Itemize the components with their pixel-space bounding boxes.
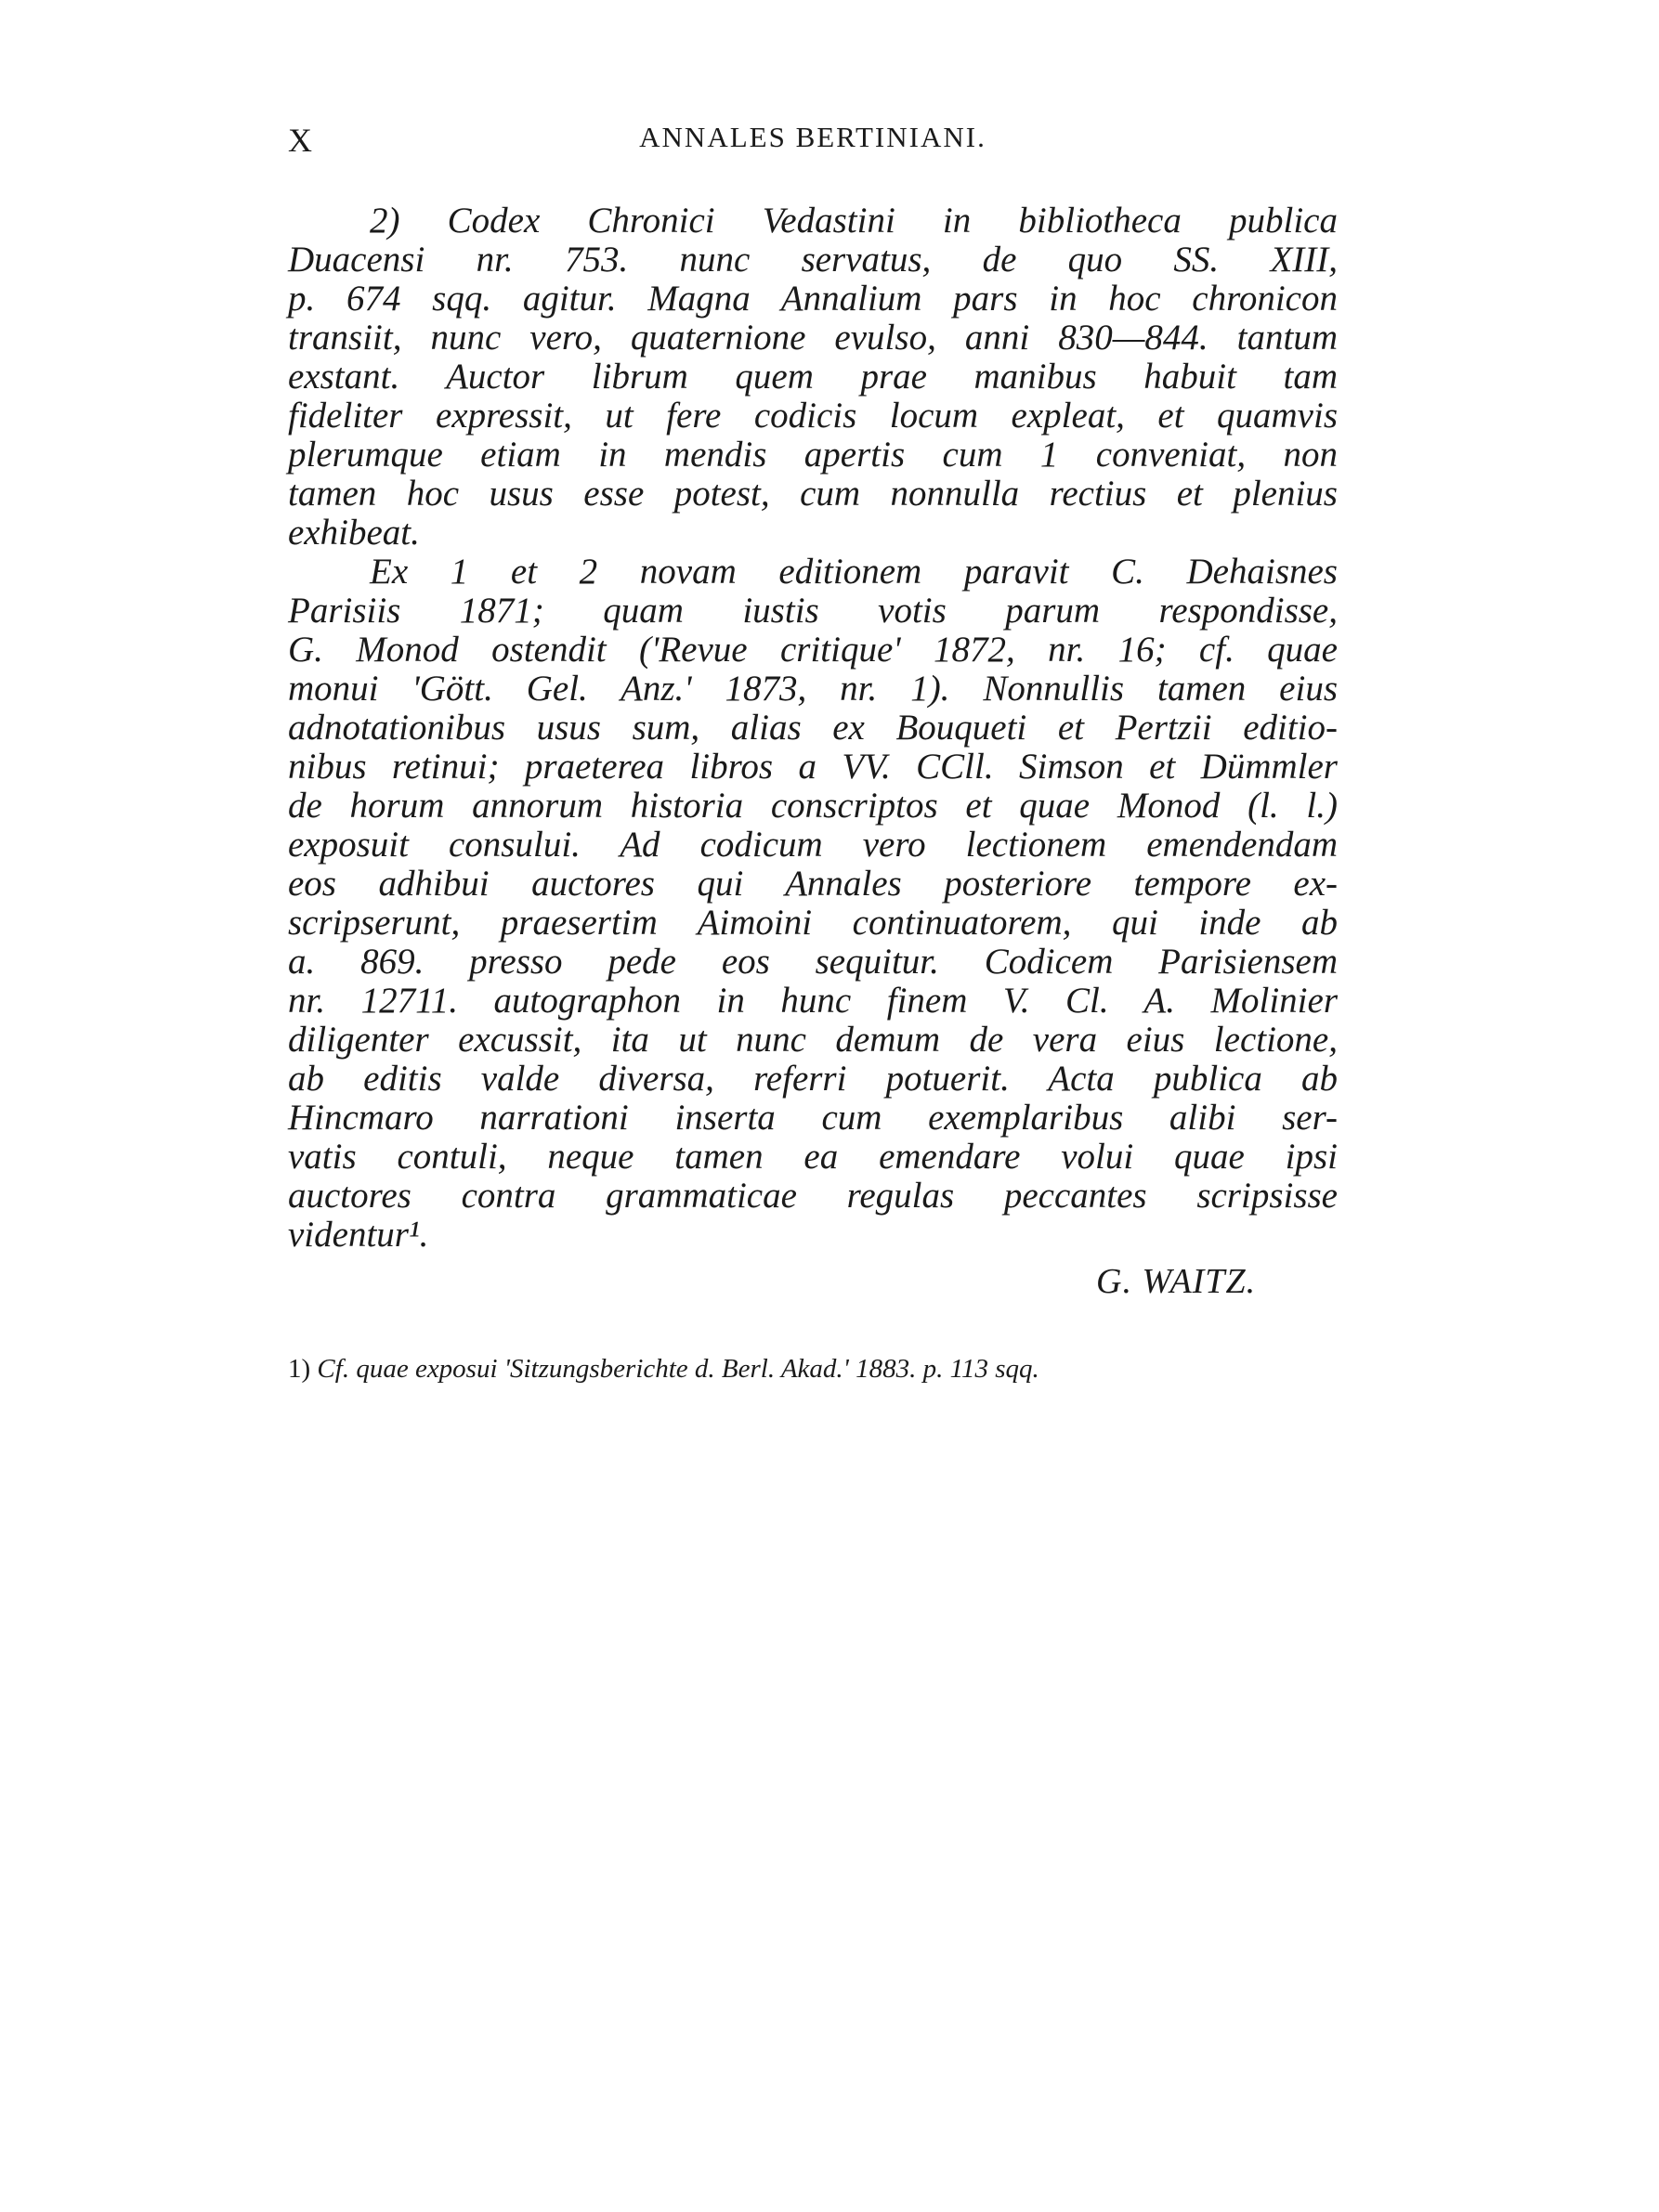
text-line: exhibeat. — [288, 513, 420, 553]
text-line: tamen hoc usus esse potest, cum nonnulla rectius et plenius — [288, 474, 1338, 514]
text-line: G. Monod ostendit ('Revue critique' 1872, nr. 16; cf. quae — [288, 630, 1338, 670]
text-line: a. 869. presso pede eos sequitur. Codicem Parisiensem — [288, 942, 1338, 982]
text-line: auctores contra grammaticae regulas peccantes scripsisse — [288, 1176, 1338, 1216]
text-line: Duacensi nr. 753. nunc servatus, de quo SS. XIII, — [288, 240, 1338, 280]
text-line: videntur¹. — [288, 1215, 429, 1255]
text-line: exposuit consului. Ad codicum vero lectionem emendendam — [288, 825, 1338, 865]
footnote — [288, 1354, 1338, 1385]
text-line: nibus retinui; praeterea libros a VV. CCll. Simson et Dümmler — [288, 747, 1338, 787]
text-line: ab editis valde diversa, referri potuerit. Acta publica ab — [288, 1059, 1338, 1099]
text-line: adnotationibus usus sum, alias ex Bouqueti et Pertzii editio- — [288, 708, 1338, 748]
footnote-marker: 1) — [288, 1354, 311, 1384]
text-line: Ex 1 et 2 novam editionem paravit C. Dehaisnes — [370, 552, 1338, 592]
author-signature: G. WAITZ. — [1096, 1262, 1257, 1301]
text-line: monui 'Gött. Gel. Anz.' 1873, nr. 1). Nonnullis tamen eius — [288, 669, 1338, 709]
text-line: nr. 12711. autographon in hunc finem V. Cl. A. Molinier — [288, 981, 1338, 1021]
text-line: diligenter excussit, ita ut nunc demum de vera eius lectione, — [288, 1020, 1338, 1060]
text-line: fideliter expressit, ut fere codicis locum expleat, et quamvis — [288, 396, 1338, 436]
text-line: eos adhibui auctores qui Annales posteriore tempore ex- — [288, 864, 1338, 904]
text-line: vatis contuli, neque tamen ea emendare volui quae ipsi — [288, 1137, 1338, 1177]
text-line: exstant. Auctor librum quem prae manibus habuit tam — [288, 357, 1338, 397]
running-title: ANNALES BERTINIANI. — [639, 121, 986, 153]
text-line: Hincmaro narrationi inserta cum exemplaribus alibi ser- — [288, 1098, 1338, 1138]
text-line: p. 674 sqq. agitur. Magna Annalium pars in hoc chronicon — [288, 279, 1338, 319]
text-line: 2) Codex Chronici Vedastini in bibliotheca publica — [370, 201, 1338, 241]
text-line: de horum annorum historia conscriptos et quae Monod (l. l.) — [288, 786, 1338, 826]
page-number: X — [288, 122, 313, 159]
footnote-text: Cf. quae exposui 'Sitzungsberichte d. Berl. Akad.' 1883. p. 113 sqq. — [317, 1354, 1039, 1384]
page-header — [288, 121, 1338, 167]
body-text — [288, 202, 1338, 1255]
text-line: Parisiis 1871; quam iustis votis parum respondisse, — [288, 591, 1338, 631]
text-line: plerumque etiam in mendis apertis cum 1 conveniat, non — [288, 435, 1338, 475]
text-line: scripserunt, praesertim Aimoini continuatorem, qui inde ab — [288, 903, 1338, 943]
text-line: transiit, nunc vero, quaternione evulso, anni 830—844. tantum — [288, 318, 1338, 358]
